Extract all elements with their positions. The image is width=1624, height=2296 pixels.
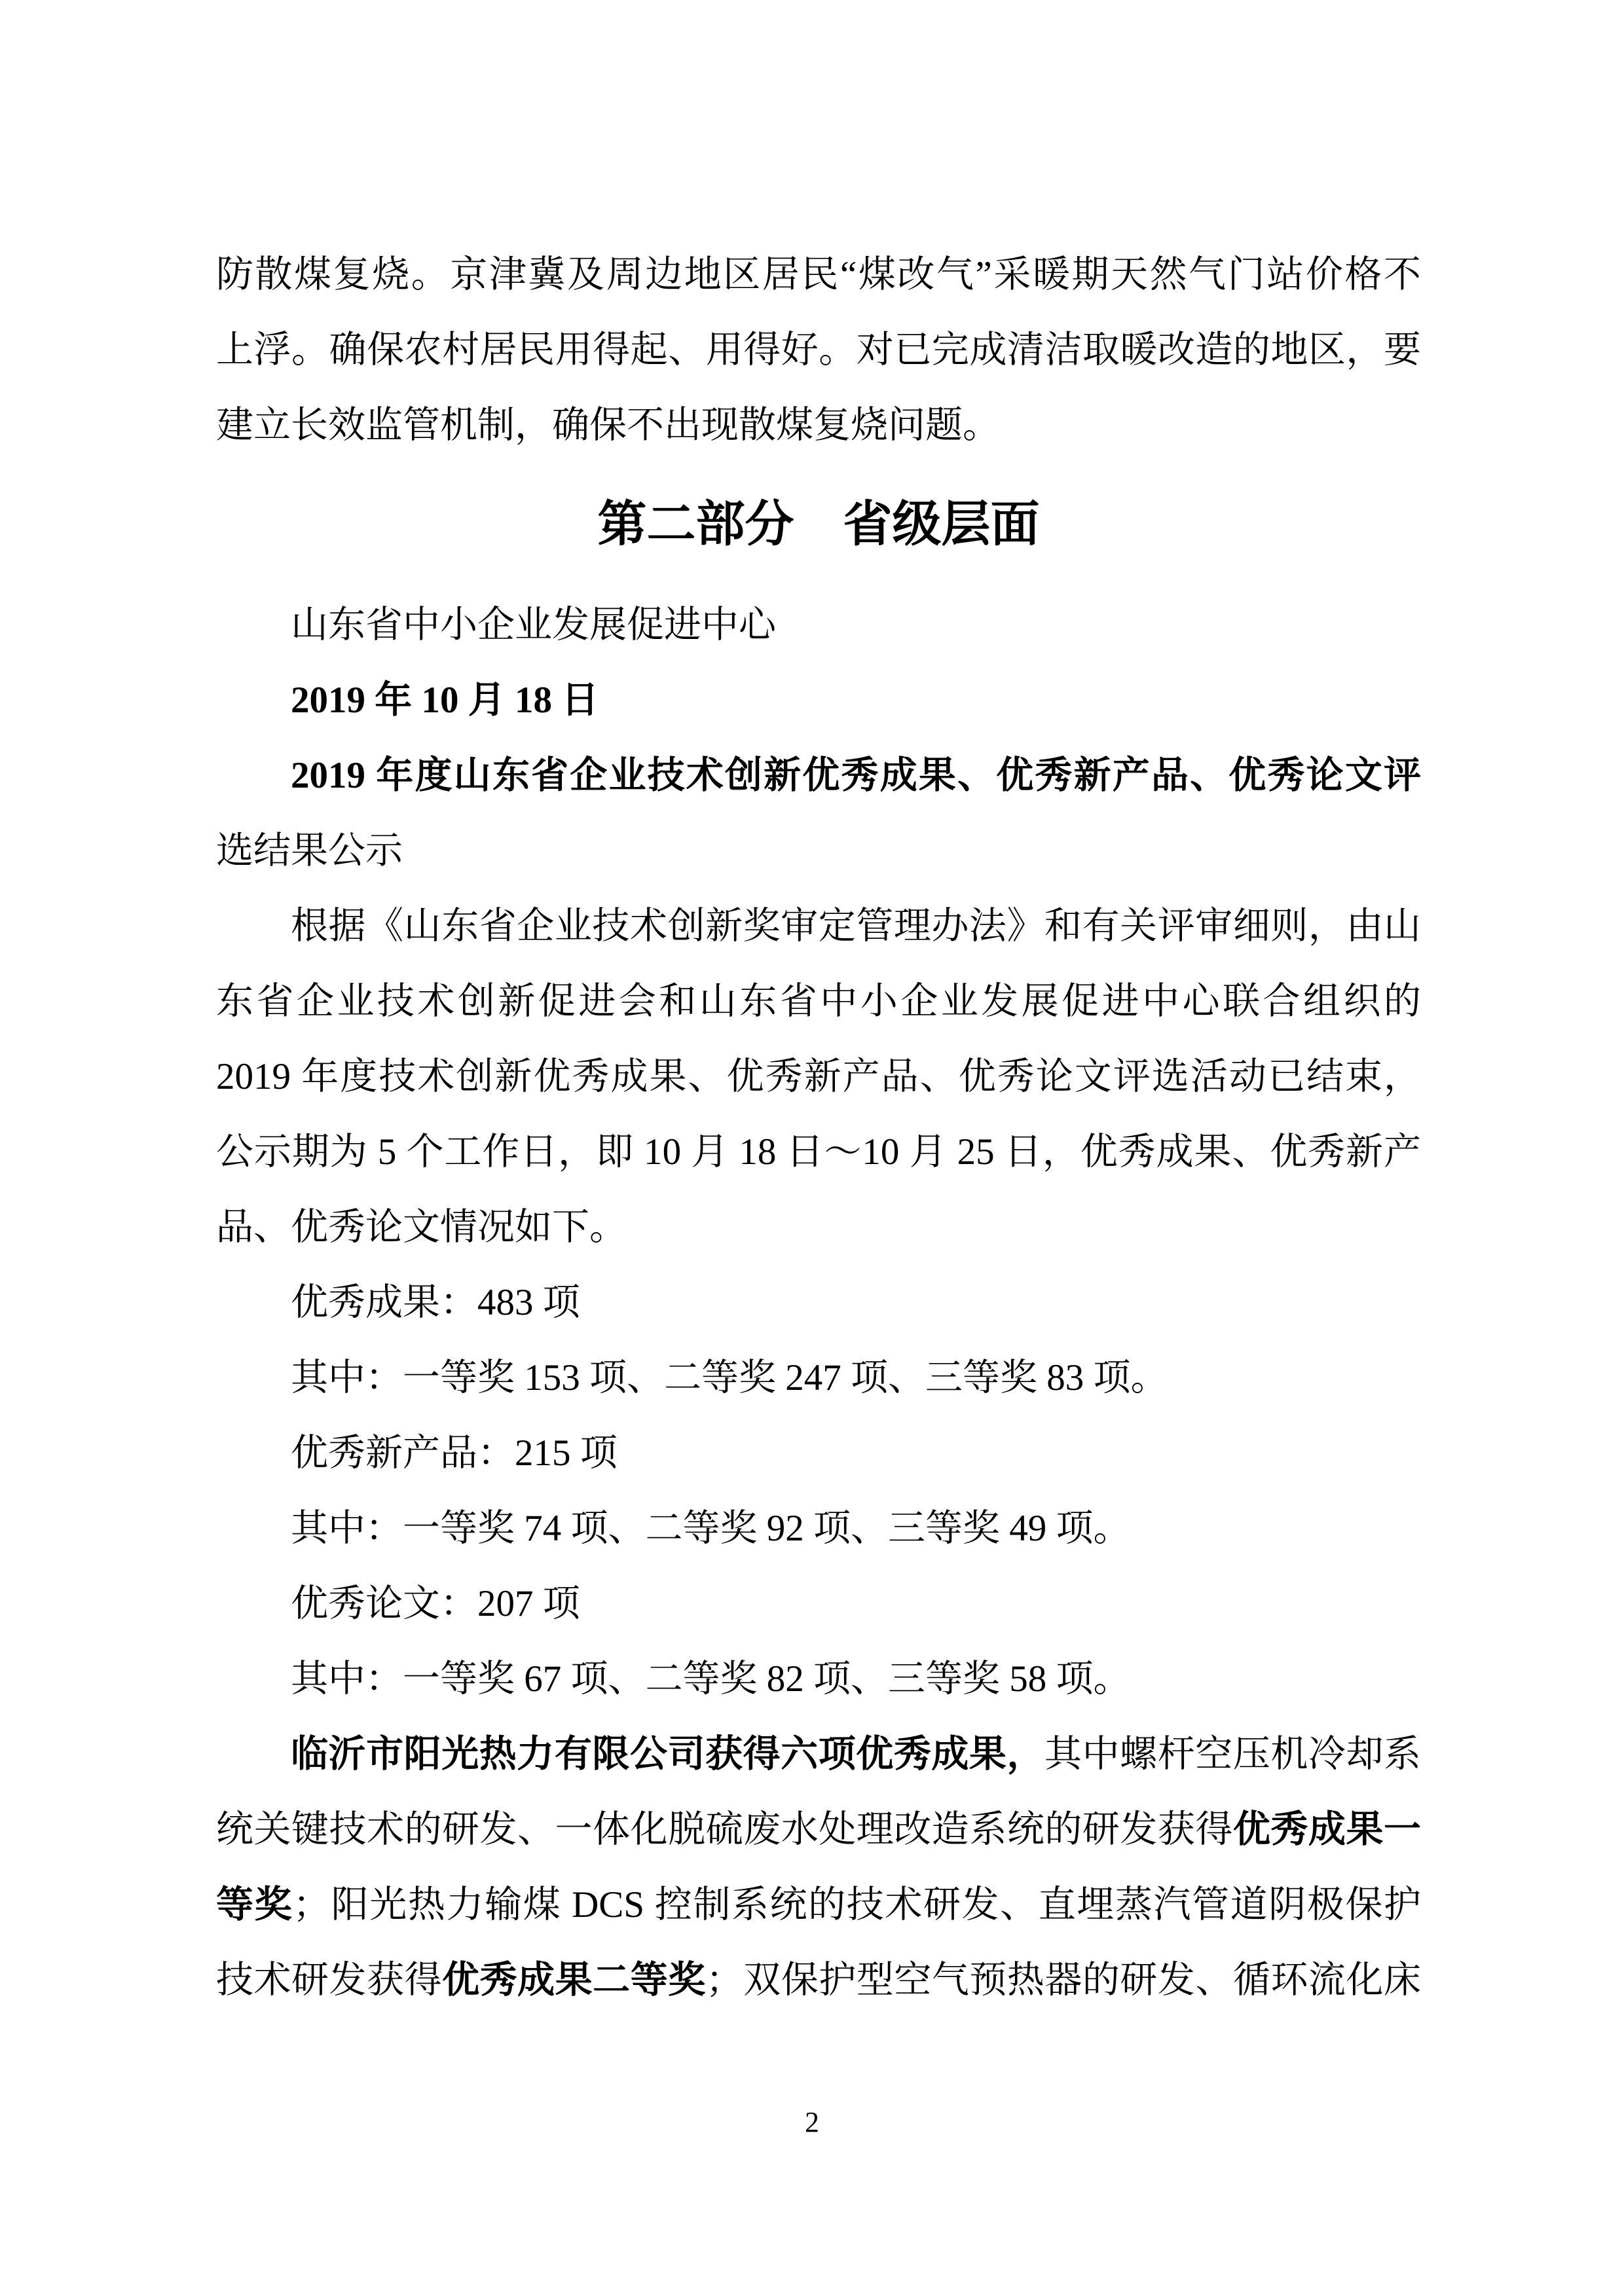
regular-run: ；阳光热力输煤 DCS 控制系统的技术研发、直埋蒸汽管道阴极保护 bbox=[293, 1884, 1422, 1925]
stat-line-new-products-breakdown: 其中：一等奖 74 项、二等奖 92 项、三等奖 49 项。 bbox=[291, 1508, 1131, 1549]
paragraph2-line5: 品、优秀论文情况如下。 bbox=[216, 1207, 627, 1248]
stat-line-new-products: 优秀新产品：215 项 bbox=[291, 1432, 618, 1474]
stat-line-achievements: 优秀成果：483 项 bbox=[291, 1282, 580, 1323]
date-line: 2019 年 10 月 18 日 bbox=[291, 680, 599, 721]
paragraph3-line1 bbox=[216, 1717, 1421, 1792]
stat-line-papers-breakdown: 其中：一等奖 67 项、二等奖 82 项、三等奖 58 项。 bbox=[291, 1658, 1131, 1700]
page-number: 2 bbox=[805, 2106, 819, 2138]
paragraph2-line3: 2019 年度技术创新优秀成果、优秀新产品、优秀论文评选活动已结束， bbox=[216, 1056, 1421, 1097]
paragraph1-line1: 防散煤复烧。京津冀及周边地区居民“煤改气”采暖期天然气门站价格不 bbox=[216, 254, 1421, 295]
paragraph3-line2 bbox=[216, 1792, 1421, 1867]
source-line: 山东省中小企业发展促进中心 bbox=[291, 604, 776, 646]
doc-title-line1: 2019 年度山东省企业技术创新优秀成果、优秀新产品、优秀论文评 bbox=[291, 755, 1421, 796]
paragraph1-line3: 建立长效监管机制，确保不出现散煤复烧问题。 bbox=[216, 405, 1000, 446]
paragraph3-line4 bbox=[216, 1942, 1421, 2018]
regular-run: ；双保护型空气预热器的研发、循环流化床 bbox=[705, 1959, 1422, 2001]
stat-line-achievements-breakdown: 其中：一等奖 153 项、二等奖 247 项、三等奖 83 项。 bbox=[291, 1357, 1168, 1398]
stat-line-papers: 优秀论文：207 项 bbox=[291, 1583, 580, 1624]
award-bold-run: 等奖 bbox=[216, 1884, 293, 1925]
regular-run: 统关键技术的研发、一体化脱硫废水处理改造系统的研发获得 bbox=[216, 1809, 1233, 1850]
paragraph2-line4: 公示期为 5 个工作日，即 10 月 18 日～10 月 25 日，优秀成果、优秀新产 bbox=[216, 1131, 1421, 1173]
paragraph2-line2: 东省企业技术创新促进会和山东省中小企业发展促进中心联合组织的 bbox=[216, 981, 1421, 1022]
paragraph3-line3 bbox=[216, 1867, 1421, 1942]
award-bold-run: 优秀成果二等奖 bbox=[442, 1959, 706, 2001]
paragraph2-line1: 根据《山东省企业技术创新奖审定管理办法》和有关评审细则，由山 bbox=[291, 905, 1421, 947]
company-bold-run: 临沂市阳光热力有限公司获得六项优秀成果， bbox=[291, 1734, 1045, 1775]
section-heading: 第二部分 省级层面 bbox=[597, 498, 1040, 552]
regular-run: 技术研发获得 bbox=[216, 1959, 443, 2001]
doc-title-line2: 选结果公示 bbox=[216, 830, 403, 871]
award-bold-run: 优秀成果一 bbox=[1232, 1809, 1422, 1850]
paragraph1-line2: 上浮。确保农村居民用得起、用得好。对已完成清洁取暖改造的地区，要 bbox=[216, 329, 1421, 371]
regular-run: 其中螺杆空压机冷却系 bbox=[1044, 1734, 1422, 1775]
